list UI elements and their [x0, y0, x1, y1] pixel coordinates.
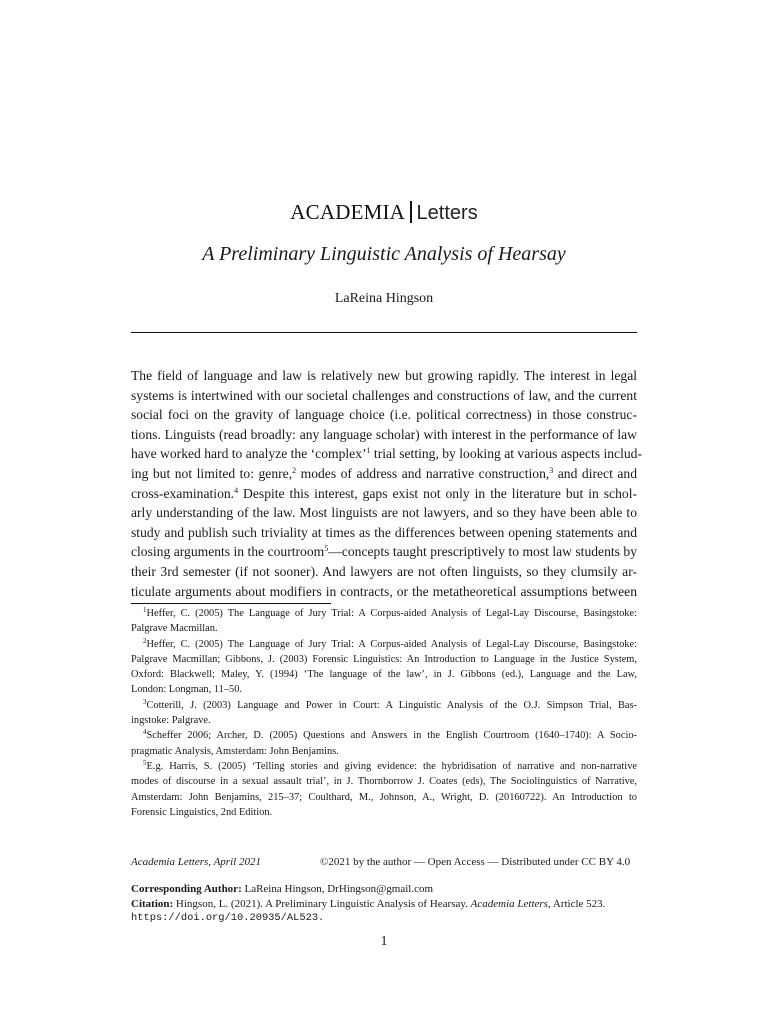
footnote-ref[interactable]: 3: [549, 465, 554, 475]
footnote-line: Palgrave Macmillan.: [131, 623, 218, 635]
footnote-ref[interactable]: 5: [324, 544, 329, 554]
footnote-number: 3: [143, 697, 147, 706]
body-line: arly understanding of the law. Most linguists are not lawyers, and so they have been able to: [131, 505, 637, 521]
corresponding-author: [131, 882, 433, 896]
footnote-number: 5: [143, 758, 147, 767]
footnote-line: London: Longman, 11–50.: [131, 684, 243, 696]
footnote-line: modes of discourse in a sexual assault trial’, in J. Thornborrow J. Coates (eds), The Sociolinguistics of Narrative,: [131, 776, 637, 788]
title-rule: [131, 332, 637, 333]
footnote-4: [131, 728, 637, 759]
footnote-2: [131, 637, 637, 698]
body-line: study and publish such triviality at times as the differences between opening statements and: [131, 524, 637, 540]
paper-title: A Preliminary Linguistic Analysis of Hearsay: [202, 243, 566, 265]
body-paragraph: [131, 366, 642, 601]
footnote-line: $^4$Scheffer 2006; Archer, D. (2005) Questions and Answers in the English Courtroom (1640–1740): A Socio-: [143, 728, 637, 742]
footnote-number: 1: [143, 606, 147, 614]
citation-text: Hingson, L. (2021). A Preliminary Linguistic Analysis of Hearsay.: [173, 898, 471, 910]
footer-license: ©2021 by the author — Open Access — Distributed under CC BY 4.0: [320, 856, 631, 868]
footnote-3: [131, 698, 637, 729]
footnote-ref[interactable]: 4: [234, 485, 239, 495]
footnote-number: 2: [143, 636, 147, 645]
footnote-line: $^5$E.g. Harris, S. (2005) ‘Telling stories and giving evidence: the hybridisation of narrative and non-narrative: [143, 758, 637, 772]
footnote-line: ingstoke: Palgrave.: [131, 715, 211, 727]
citation-label: Citation:: [131, 898, 174, 910]
body-line: closing arguments in the courtroom$^5$—concepts taught prescriptively to most law students by: [131, 544, 637, 560]
corresponding-value: LaReina Hingson, DrHingson@gmail.com: [241, 883, 434, 895]
body-line: The field of language and law is relatively new but growing rapidly. The interest in legal: [131, 368, 637, 383]
page-number: 1: [380, 934, 388, 949]
footnote-line: $^2$Heffer, C. (2005) The Language of Jury Trial: A Corpus-aided Analysis of Legal-Lay Discourse, Basingstoke:: [143, 636, 637, 650]
citation-doi-link[interactable]: https://doi.org/10.20935/AL523.: [131, 912, 325, 924]
citation-journal: Academia Letters: [470, 898, 548, 910]
footer-journal-date: Academia Letters, April 2021: [131, 856, 261, 868]
footnote-1: [131, 606, 637, 637]
footnote-line: Forensic Linguistics, 2nd Edition.: [131, 806, 273, 818]
masthead: [0, 198, 768, 227]
footnote-ref[interactable]: 1: [366, 446, 371, 456]
footnote-line: Palgrave Macmillan; Gibbons, J. (2003) Forensic Linguistics: An Introduction to Language in the Justice System,: [131, 653, 637, 665]
body-line: systems is intertwined with our societal challenges and constructions of law, and the current: [131, 387, 637, 403]
footnotes: [131, 606, 637, 820]
author-name: LaReina Hingson: [334, 291, 434, 306]
footnote-line: Amsterdam: John Benjamins, 215–37; Coulthard, M., Johnson, A., Wright, D. (20160722). An Introduction to: [131, 791, 637, 803]
citation-article: , Article 523.: [547, 898, 606, 910]
footnote-line: Oxford: Blackwell; Maley, Y. (1994) ‘The language of the law’, in J. Gibbons (ed.), Language and the Law,: [131, 669, 637, 681]
footnote-line: $^3$Cotterill, J. (2003) Language and Power in Court: A Linguistic Analysis of the O.J. Simpson Trial, Bas-: [143, 697, 637, 711]
academia-logo: ACADEMIA: [290, 200, 406, 224]
masthead-section: Letters: [416, 202, 478, 224]
body-line: ing but not limited to: genre,$^2$ modes of address and narrative construction,$^3$ and direct and: [131, 465, 637, 481]
body-line: social foci on the gravity of language choice (i.e. political correctness) in those construc-: [131, 407, 637, 423]
body-line: have worked hard to analyze the ‘complex’$^1$ trial setting, by looking at various aspects includ-: [131, 446, 642, 462]
footnote-number: 4: [143, 728, 147, 737]
corresponding-label: Corresponding Author:: [131, 883, 242, 895]
footnote-5: [131, 759, 637, 820]
body-line: tions. Linguists (read broadly: any language scholar) with interest in the performance of law: [131, 426, 637, 442]
footnote-line: $^1$Heffer, C. (2005) The Language of Jury Trial: A Corpus-aided Analysis of Legal-Lay Discourse, Basingstoke:: [143, 606, 637, 619]
body-line: cross-examination.$^4$ Despite this interest, gaps exist not only in the literature but in schol-: [131, 485, 637, 501]
footnote-ref[interactable]: 2: [292, 465, 297, 475]
citation: [131, 897, 605, 911]
body-line: ticulate arguments about modifiers in contracts, or the metatheoretical assumptions between: [131, 583, 637, 599]
body-line: their 3rd semester (if not sooner). And lawyers are not often linguists, so they clumsily ar-: [131, 563, 637, 579]
footnote-rule: [131, 603, 331, 604]
footnote-line: pragmatic Analysis, Amsterdam: John Benjamins.: [131, 745, 339, 757]
masthead-divider: [410, 201, 412, 223]
